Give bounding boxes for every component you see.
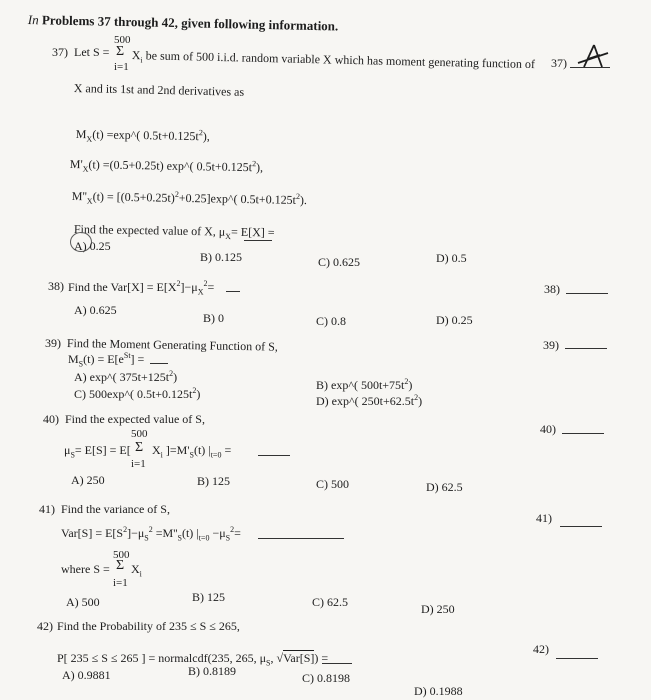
p37-inline-blank[interactable] bbox=[244, 240, 272, 241]
p37-option-b[interactable]: B) 0.125 bbox=[200, 250, 242, 264]
p42-number: 42) bbox=[37, 619, 53, 633]
p40-question: Find the expected value of S, bbox=[65, 412, 205, 426]
p38-answer-line[interactable] bbox=[566, 293, 608, 294]
p40-option-c[interactable]: C) 500 bbox=[316, 477, 349, 491]
p39-option-d[interactable]: D) exp^( $250t+62.5t^2$) bbox=[316, 393, 423, 408]
p38-option-d[interactable]: D) 0.25 bbox=[436, 313, 473, 327]
p41-xi: $X_i$ bbox=[131, 562, 142, 579]
p41-sum-lower: i=1 bbox=[113, 577, 128, 589]
p40-sigma: Σ bbox=[135, 440, 144, 455]
p37-sigma: Σ bbox=[116, 44, 125, 59]
p40-number: 40) bbox=[43, 412, 59, 426]
p41-where: where S = bbox=[61, 562, 110, 576]
p40-sum-upper: 500 bbox=[131, 428, 148, 440]
p40-option-b[interactable]: B) 125 bbox=[197, 474, 230, 488]
p42-equation: P[ 235 ≤ S ≤ 265 ] = normalcdf(235, 265, $\mu_S$, √Var[S]) = bbox=[57, 651, 329, 668]
p42-option-c[interactable]: C) 0.8198 bbox=[302, 671, 350, 685]
p41-inline-blank[interactable] bbox=[258, 538, 344, 539]
header-prefix: In bbox=[27, 12, 39, 28]
p37-side-number: 37) bbox=[551, 56, 567, 70]
p38-option-c[interactable]: C) 0.8 bbox=[316, 314, 346, 328]
p40-inline-blank[interactable] bbox=[258, 455, 290, 456]
p42-option-b[interactable]: B) 0.8189 bbox=[188, 664, 236, 678]
p38-option-b[interactable]: B) 0 bbox=[203, 311, 224, 325]
p37-let-s: Let S = bbox=[74, 45, 110, 59]
p38-option-a[interactable]: A) 0.625 bbox=[74, 303, 117, 317]
p42-inline-blank[interactable] bbox=[322, 663, 352, 664]
p42-option-d[interactable]: D) 0.1988 bbox=[414, 684, 463, 698]
p37-number: 37) bbox=[52, 45, 68, 59]
header-text: Problems 37 through 42, given following information. bbox=[41, 12, 339, 34]
p42-question: Find the Probability of 235 ≤ S ≤ 265, bbox=[57, 619, 240, 633]
p39-inline-blank[interactable] bbox=[150, 363, 168, 364]
p41-answer-line[interactable] bbox=[560, 526, 602, 527]
p37-option-c[interactable]: C) 0.625 bbox=[318, 255, 360, 269]
p37-handwritten-answer bbox=[574, 43, 614, 69]
p37-question: Find the expected value of X, $\mu_X= E[X]$ = bbox=[73, 222, 275, 242]
p41-question: Find the variance of S, bbox=[61, 502, 170, 516]
p41-sum-upper: 500 bbox=[113, 549, 130, 561]
p39-answer-line[interactable] bbox=[565, 348, 607, 349]
p38-inline-blank[interactable] bbox=[226, 291, 240, 292]
p41-number: 41) bbox=[39, 502, 55, 516]
p37-second-derivative: $M''_X(t)$ = $[(0.5+0.25t)^2+0.25]\exp\^{}$( $0.5t+0.125t^2$). bbox=[71, 189, 308, 208]
p38-question: Find the $Var[X] = E[X^2]-\mu_X^2=$ bbox=[68, 279, 215, 297]
p37-mgf: $M_X(t)$ =exp^( $0.5t+0.125t^2$), bbox=[75, 127, 210, 144]
p40-answer-line[interactable] bbox=[562, 433, 604, 434]
p42-answer-line[interactable] bbox=[556, 658, 598, 659]
p41-option-a[interactable]: A) 500 bbox=[66, 595, 100, 609]
p41-option-b[interactable]: B) 125 bbox=[192, 590, 225, 604]
p40-equation-left: $\mu_S= E[S] = E$[ bbox=[64, 443, 131, 460]
p39-option-c[interactable]: C) 500exp^( $0.5t+0.125t^2$) bbox=[74, 386, 201, 401]
p38-number: 38) bbox=[48, 279, 64, 293]
p40-option-d[interactable]: D) 62.5 bbox=[426, 480, 463, 494]
p40-sum-lower: i=1 bbox=[131, 458, 146, 470]
p37-sum-lower: i=1 bbox=[114, 61, 129, 73]
p39-mgf-s: $M_S(t) = E[e^{St}]$ = bbox=[68, 351, 145, 369]
p39-side-number: 39) bbox=[543, 338, 559, 352]
p39-option-b[interactable]: B) exp^( $500t+75t^2$) bbox=[316, 377, 413, 392]
p37-option-a[interactable]: A) 0.25 bbox=[74, 239, 111, 253]
p37-option-d[interactable]: D) 0.5 bbox=[436, 251, 467, 265]
p37-sum-upper: 500 bbox=[114, 34, 131, 46]
p37-first-derivative: $M'_X(t) =(0.5+0.25t)$ exp^( $0.5t+0.125t^2$), bbox=[69, 157, 264, 175]
p37-desc-line2: X and its 1st and 2nd derivatives as bbox=[73, 81, 245, 99]
p40-option-a[interactable]: A) 250 bbox=[71, 473, 105, 487]
p39-option-a[interactable]: A) exp^( $375t+125t^2$) bbox=[74, 369, 178, 384]
p41-option-c[interactable]: C) 62.5 bbox=[312, 595, 348, 609]
p38-side-number: 38) bbox=[544, 282, 560, 296]
p37-desc-line1: $X_i$ be sum of 500 i.i.d. random variable X which has moment generating function of bbox=[131, 48, 536, 72]
p39-number: 39) bbox=[45, 336, 61, 350]
p39-question: Find the Moment Generating Function of S, bbox=[66, 336, 278, 354]
p42-side-number: 42) bbox=[533, 642, 549, 656]
p41-equation: $Var[S] = E[S^2]-\mu_S^2 =M''_S(t)$ $|_{t=0} -\mu_S^2=$ bbox=[61, 525, 241, 543]
p40-equation-right: $X_i$ ]$=M'_S(t) |_{t=0}$ = bbox=[152, 443, 232, 460]
p41-side-number: 41) bbox=[536, 511, 552, 525]
p41-option-d[interactable]: D) 250 bbox=[421, 602, 455, 616]
p40-side-number: 40) bbox=[540, 422, 556, 436]
p41-sigma: Σ bbox=[116, 558, 125, 573]
p42-option-a[interactable]: A) 0.9881 bbox=[62, 668, 111, 682]
